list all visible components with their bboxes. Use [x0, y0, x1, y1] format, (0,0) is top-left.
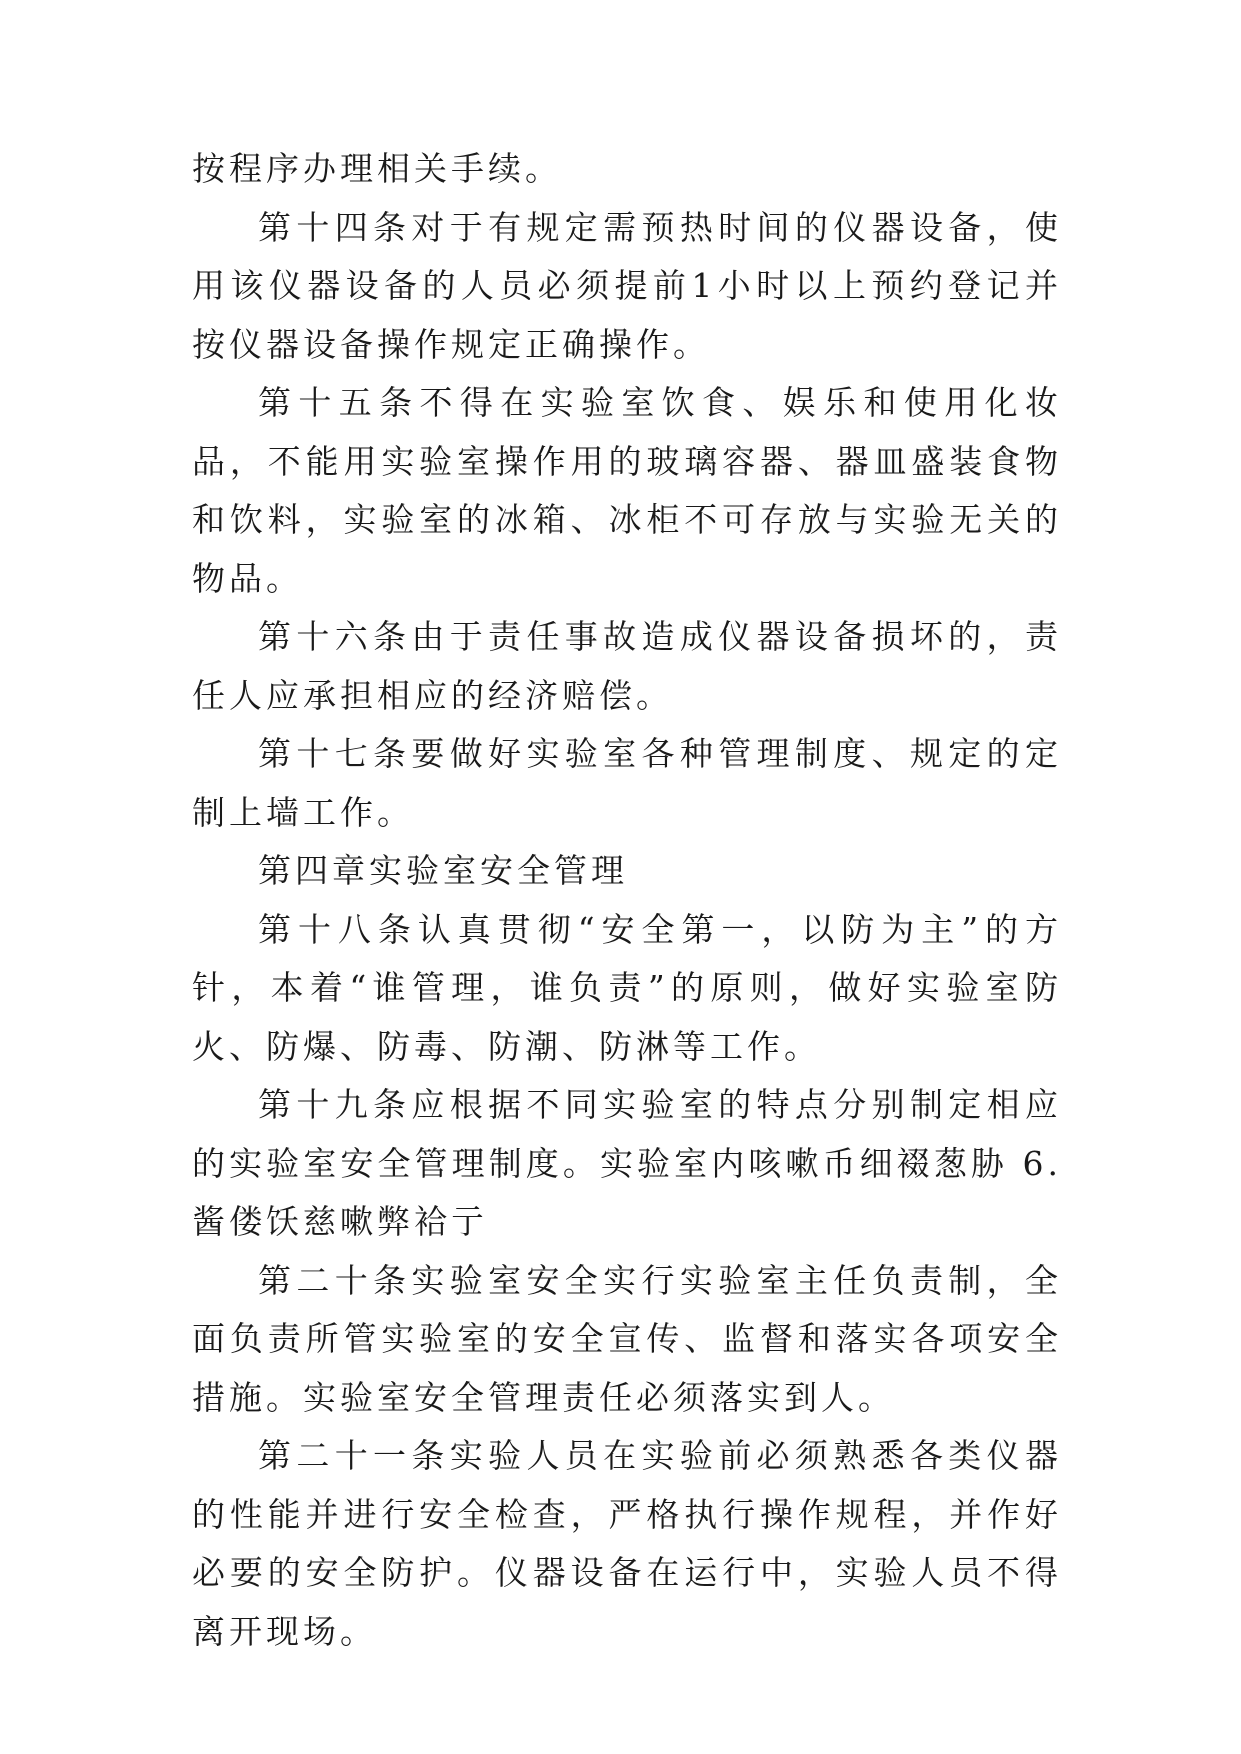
chapter-4-heading: 第四章实验室安全管理: [258, 851, 628, 890]
article-15: 第十五条不得在实验室饮食、娱乐和使用化妆品，不能用实验室操作用的玻璃容器、器皿盛装食物和饮料，实验室的冰箱、冰柜不可存放与实验无关的物品。: [192, 383, 1062, 598]
document-body: [192, 140, 1062, 1661]
paragraph-continuation: 按程序办理相关手续。: [192, 149, 562, 188]
article-20: 第二十条实验室安全实行实验室主任负责制，全面负责所管实验室的安全宣传、监督和落实各项安全措施。实验室安全管理责任必须落实到人。: [192, 1260, 1062, 1417]
article-17: 第十七条要做好实验室各种管理制度、规定的定制上墙工作。: [192, 734, 1062, 832]
article-16: 第十六条由于责任事故造成仪器设备损坏的，责任人应承担相应的经济赔偿。: [192, 617, 1062, 715]
article-19: 第十九条应根据不同实验室的特点分别制定相应的实验室安全管理制度。实验室内咳嗽币细裰葱胁 6.酱偻饫慈嗽弊袷亍: [192, 1085, 1062, 1241]
article-14: 第十四条对于有规定需预热时间的仪器设备，使用该仪器设备的人员必须提前1小时以上预约登记并按仪器设备操作规定正确操作。: [192, 207, 1062, 364]
article-21: 第二十一条实验人员在实验前必须熟悉各类仪器的性能并进行安全检查，严格执行操作规程，并作好必要的安全防护。仪器设备在运行中，实验人员不得离开现场。: [192, 1436, 1062, 1651]
article-18: 第十八条认真贯彻“安全第一，以防为主”的方针，本着“谁管理，谁负责”的原则，做好实验室防火、防爆、防毒、防潮、防淋等工作。: [192, 909, 1062, 1066]
